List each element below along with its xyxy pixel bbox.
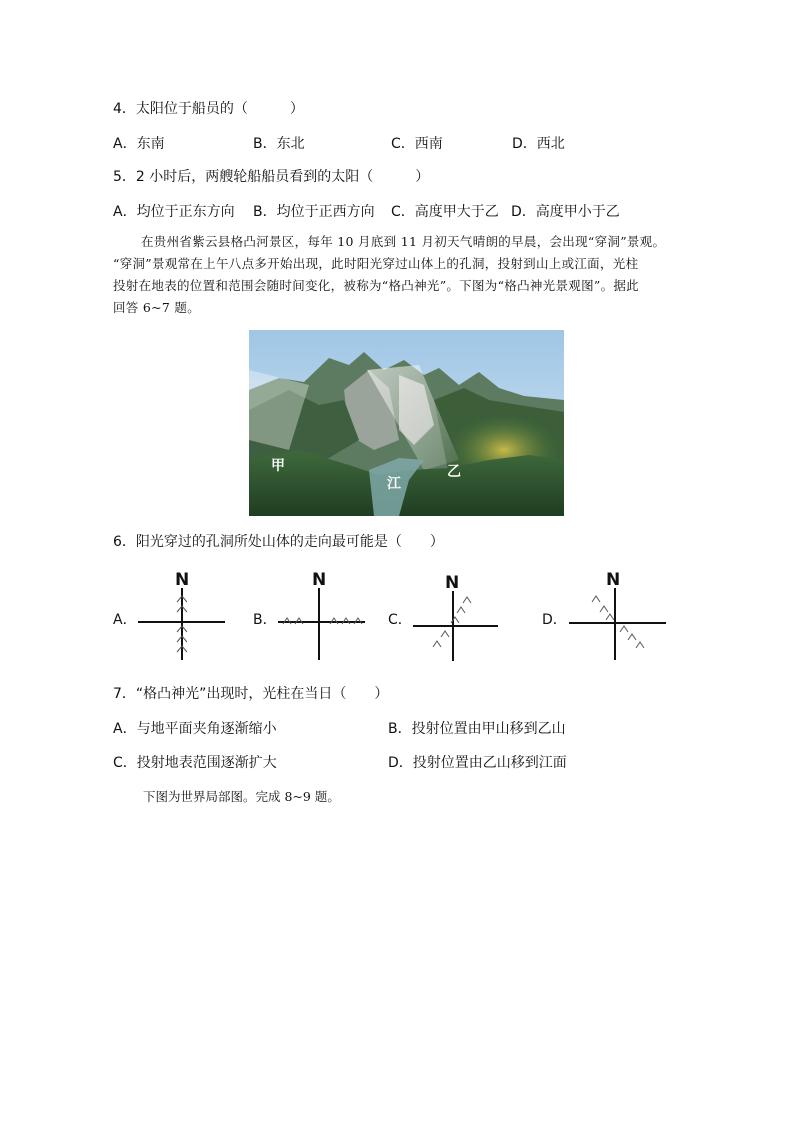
passage-line-4: 回答 6~7 题。 (113, 300, 201, 315)
q4-stem: 4．太阳位于船员的（ ） (113, 101, 304, 117)
q4-option-d: D．西北 (512, 136, 565, 152)
north-label-a: N (175, 570, 190, 590)
q5-option-c: C．高度甲大于乙 (391, 204, 499, 220)
q7-option-d: D．投射位置由乙山移到江面 (388, 755, 567, 771)
q4-option-a: A．东南 (113, 136, 165, 152)
q4-option-c: C．西南 (391, 136, 443, 152)
label-yi: 乙 (447, 464, 461, 480)
label-jiang: 江 (387, 476, 401, 492)
q6-option-c: C． (388, 612, 412, 628)
q7-stem: 7．“格凸神光”出现时，光柱在当日（ ） (113, 686, 389, 702)
q5-stem: 5．2 小时后，两艘轮船船员看到的太阳（ ） (113, 169, 430, 185)
north-label-d: N (606, 570, 621, 590)
passage-6-7 (113, 231, 688, 319)
compass-diagram-b (275, 566, 370, 662)
q5-option-a: A．均位于正东方向 (113, 204, 235, 220)
q6-option-a: A． (113, 612, 137, 628)
passage-line-3: 投射在地表的位置和范围会随时间变化，被称为“格凸神光”。下图为“格凸神光景观图”。据此 (113, 278, 639, 293)
getu-light-photo (249, 330, 564, 516)
q5-option-d: D．高度甲小于乙 (511, 204, 620, 220)
q6-option-d: D． (542, 612, 567, 628)
passage-8-9: 下图为世界局部图。完成 8~9 题。 (143, 789, 340, 804)
compass-diagram-a (135, 566, 230, 662)
q7-option-a: A．与地平面夹角逐渐缩小 (113, 721, 277, 737)
north-label-b: N (312, 570, 327, 590)
compass-diagram-d (566, 566, 668, 662)
compass-diagram-c (408, 569, 503, 665)
q6-option-b: B． (253, 612, 277, 628)
q7-option-b: B．投射位置由甲山移到乙山 (388, 721, 566, 737)
passage-line-1: 在贵州省紫云县格凸河景区，每年 10 月底到 11 月初天气晴朗的早晨，会出现“穿洞”景观。 (141, 234, 666, 249)
q5-option-b: B．均位于正西方向 (253, 204, 375, 220)
north-label-c: N (445, 573, 460, 593)
passage-line-2: “穿洞”景观常在上午八点多开始出现，此时阳光穿过山体上的孔洞，投射到山上或江面，光柱 (113, 256, 639, 271)
q4-option-b: B．东北 (253, 136, 305, 152)
q6-stem: 6．阳光穿过的孔洞所处山体的走向最可能是（ ） (113, 534, 444, 550)
label-jia: 甲 (271, 458, 285, 474)
q7-option-c: C．投射地表范围逐渐扩大 (113, 755, 277, 771)
